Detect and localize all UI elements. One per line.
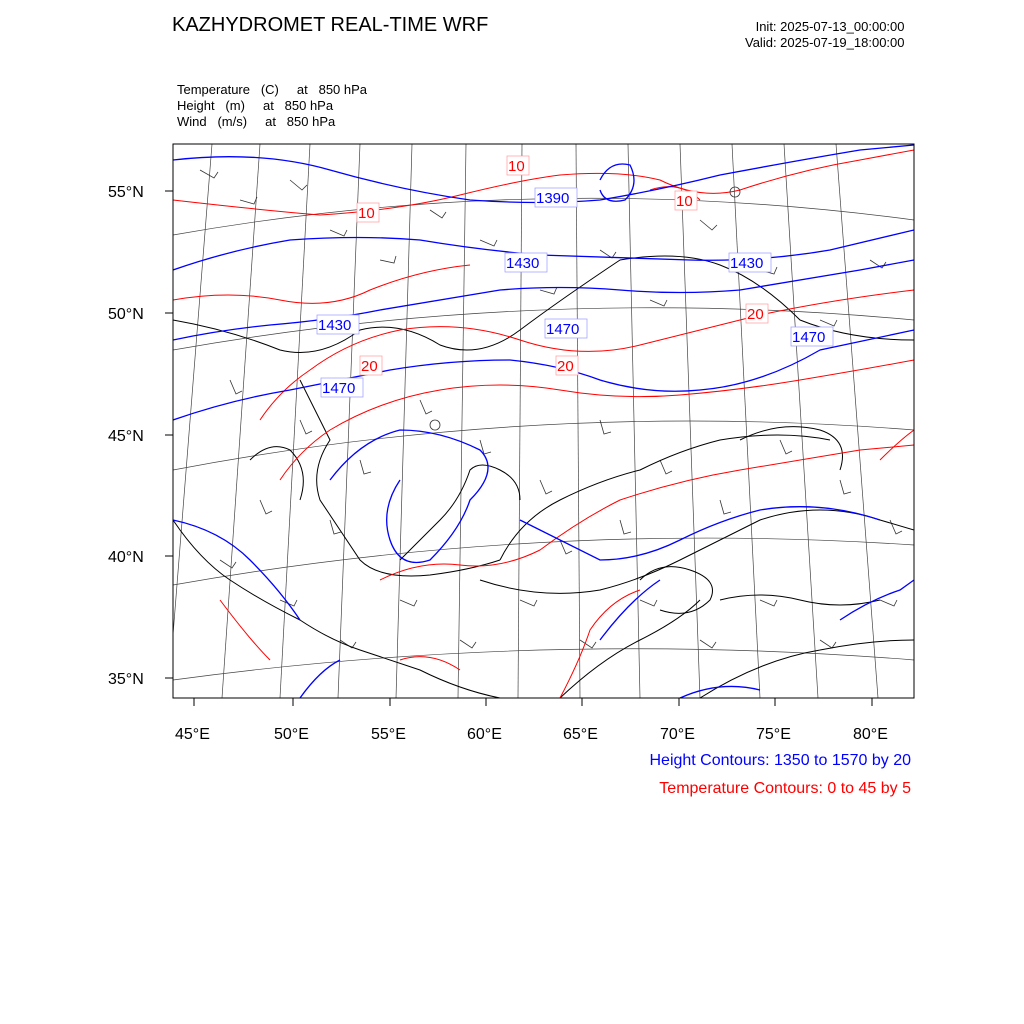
longitude-axis bbox=[175, 698, 888, 743]
graticule bbox=[168, 144, 914, 698]
height-label-1430-b: 1430 bbox=[318, 317, 352, 334]
wind-barbs bbox=[200, 170, 902, 648]
height-label-1470-a: 1470 bbox=[546, 321, 580, 338]
temp-label-10-c: 10 bbox=[676, 193, 693, 210]
lat-label-35: 35°N bbox=[108, 671, 144, 688]
lon-label-80: 80°E bbox=[853, 726, 888, 743]
lat-label-55: 55°N bbox=[108, 184, 144, 201]
temp-label-20-a: 20 bbox=[361, 358, 378, 375]
height-label-1430-a: 1430 bbox=[506, 255, 540, 272]
temp-label-10-b: 10 bbox=[358, 205, 375, 222]
lon-label-45: 45°E bbox=[175, 726, 210, 743]
lon-label-50: 50°E bbox=[274, 726, 309, 743]
lon-label-65: 65°E bbox=[563, 726, 598, 743]
lat-label-40: 40°N bbox=[108, 549, 144, 566]
lat-label-50: 50°N bbox=[108, 306, 144, 323]
temp-label-20-c: 20 bbox=[747, 306, 764, 323]
lon-label-70: 70°E bbox=[660, 726, 695, 743]
height-label-1390: 1390 bbox=[536, 190, 570, 207]
temperature-legend: Temperature Contours: 0 to 45 by 5 bbox=[659, 780, 911, 797]
valid-time: Valid: 2025-07-19_18:00:00 bbox=[745, 35, 905, 50]
field-wind: Wind (m/s) at 850 hPa bbox=[177, 114, 336, 129]
country-boundaries bbox=[173, 256, 914, 698]
field-height: Height (m) at 850 hPa bbox=[177, 98, 334, 113]
height-legend: Height Contours: 1350 to 1570 by 20 bbox=[649, 752, 911, 769]
latitude-axis bbox=[108, 184, 173, 688]
field-temperature: Temperature (C) at 850 hPa bbox=[177, 82, 368, 97]
lon-label-75: 75°E bbox=[756, 726, 791, 743]
height-label-1430-c: 1430 bbox=[730, 255, 764, 272]
lon-label-55: 55°E bbox=[371, 726, 406, 743]
height-label-1470-b: 1470 bbox=[792, 329, 826, 346]
map-title: KAZHYDROMET REAL-TIME WRF bbox=[172, 14, 489, 36]
lat-label-45: 45°N bbox=[108, 428, 144, 445]
height-label-1470-c: 1470 bbox=[322, 380, 356, 397]
temp-label-20-b: 20 bbox=[557, 358, 574, 375]
temp-label-10-a: 10 bbox=[508, 158, 525, 175]
init-time: Init: 2025-07-13_00:00:00 bbox=[755, 19, 905, 34]
lon-label-60: 60°E bbox=[467, 726, 502, 743]
